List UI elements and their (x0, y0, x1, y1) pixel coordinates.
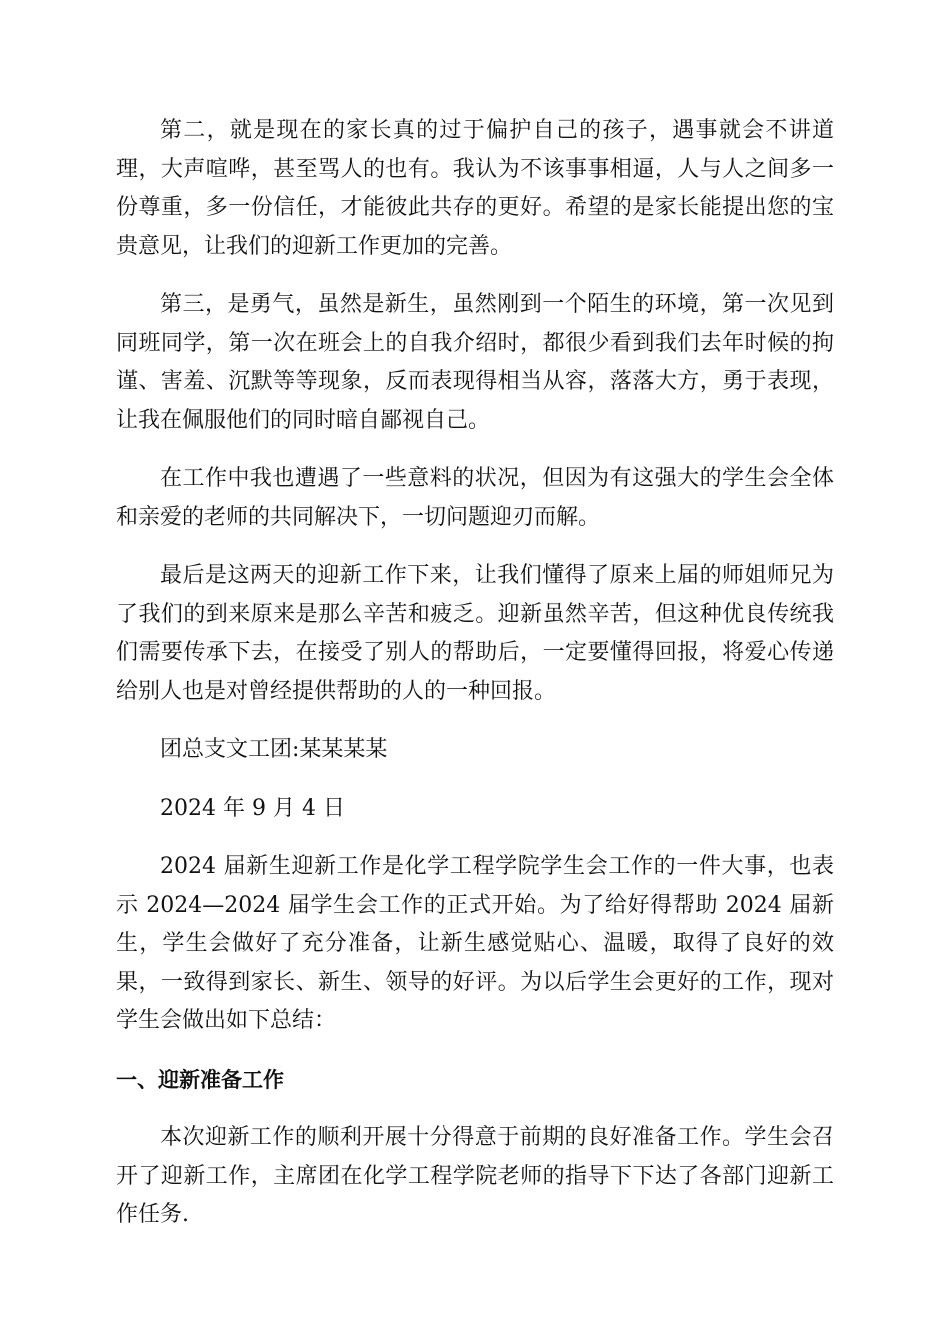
paragraph-situations: 在工作中我也遭遇了一些意料的状况，但因为有这强大的学生会全体和亲爱的老师的共同解决下，一切问题迎刃而解。 (116, 466, 834, 530)
paragraph-parents: 第二，就是现在的家长真的过于偏护自己的孩子，遇事就会不讲道理，大声喧哗，甚至骂人的也有。我认为不该事事相逼，人与人之间多一份尊重，多一份信任，才能彼此共存的更好。希望的是家长能提出您的宝贵意见，让我们的迎新工作更加的完善。 (116, 118, 834, 259)
paragraph-courage: 第三，是勇气，虽然是新生，虽然刚到一个陌生的环境，第一次见到同班同学，第一次在班会上的自我介绍时，都很少看到我们去年时候的拘谨、害羞、沉默等等现象，反而表现得相当从容，落落大方，勇于表现，让我在佩服他们的同时暗自鄙视自己。 (116, 292, 834, 433)
document-body (116, 112, 834, 1255)
date-line: 2024 年 9 月 4 日 (160, 795, 345, 821)
signature-line: 团总支文工团:某某某某 (160, 737, 388, 762)
paragraph-preparation: 本次迎新工作的顺利开展十分得意于前期的良好准备工作。学生会召开了迎新工作，主席团在化学工程学院老师的指导下下达了各部门迎新工作任务. (116, 1125, 834, 1227)
section-heading: 一、迎新准备工作 (116, 1067, 284, 1092)
paragraph-intro: 2024 届新生迎新工作是化学工程学院学生会工作的一件大事，也表示 2024—2024 届学生会工作的正式开始。为了给好得帮助 2024 届新生，学生会做好了充分准备，让新生感觉贴心、温暖，取得了良好的效果，一致得到家长、新生、领导的好评。为以后学生会更好的工作，现对学生会做出如下总结： (116, 854, 834, 1033)
paragraph-conclusion: 最后是这两天的迎新工作下来，让我们懂得了原来上届的师姐师兄为了我们的到来原来是那么辛苦和疲乏。迎新虽然辛苦，但这种优良传统我们需要传承下去，在接受了别人的帮助后，一定要懂得回报，将爱心传递给别人也是对曾经提供帮助的人的一种回报。 (116, 563, 834, 704)
